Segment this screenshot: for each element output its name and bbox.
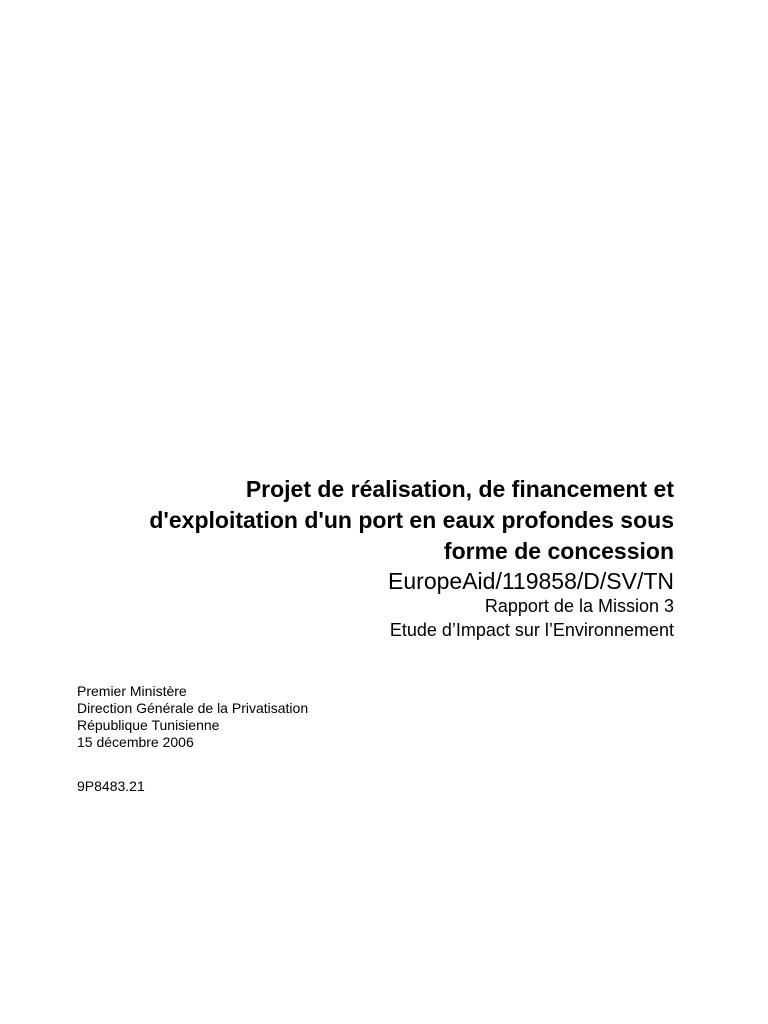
report-name: Rapport de la Mission 3	[484, 596, 674, 616]
client-directorate: Direction Générale de la Privatisation	[77, 700, 309, 716]
cover-title-line-2: d'exploitation d'un port en eaux profondes sous	[149, 507, 674, 533]
cover-title-block	[54, 474, 674, 642]
client-block	[77, 683, 308, 751]
document-date: 15 décembre 2006	[77, 734, 194, 750]
cover-title-line-3: forme de concession	[443, 538, 674, 564]
client-ministry: Premier Ministère	[77, 683, 187, 699]
document-code: 9P8483.21	[77, 778, 145, 794]
project-reference: EuropeAid/119858/D/SV/TN	[388, 568, 674, 594]
cover-title-line-1: Projet de réalisation, de financement et	[245, 476, 674, 502]
study-name: Etude d’Impact sur l’Environnement	[389, 620, 674, 640]
client-country: République Tunisienne	[77, 717, 220, 733]
